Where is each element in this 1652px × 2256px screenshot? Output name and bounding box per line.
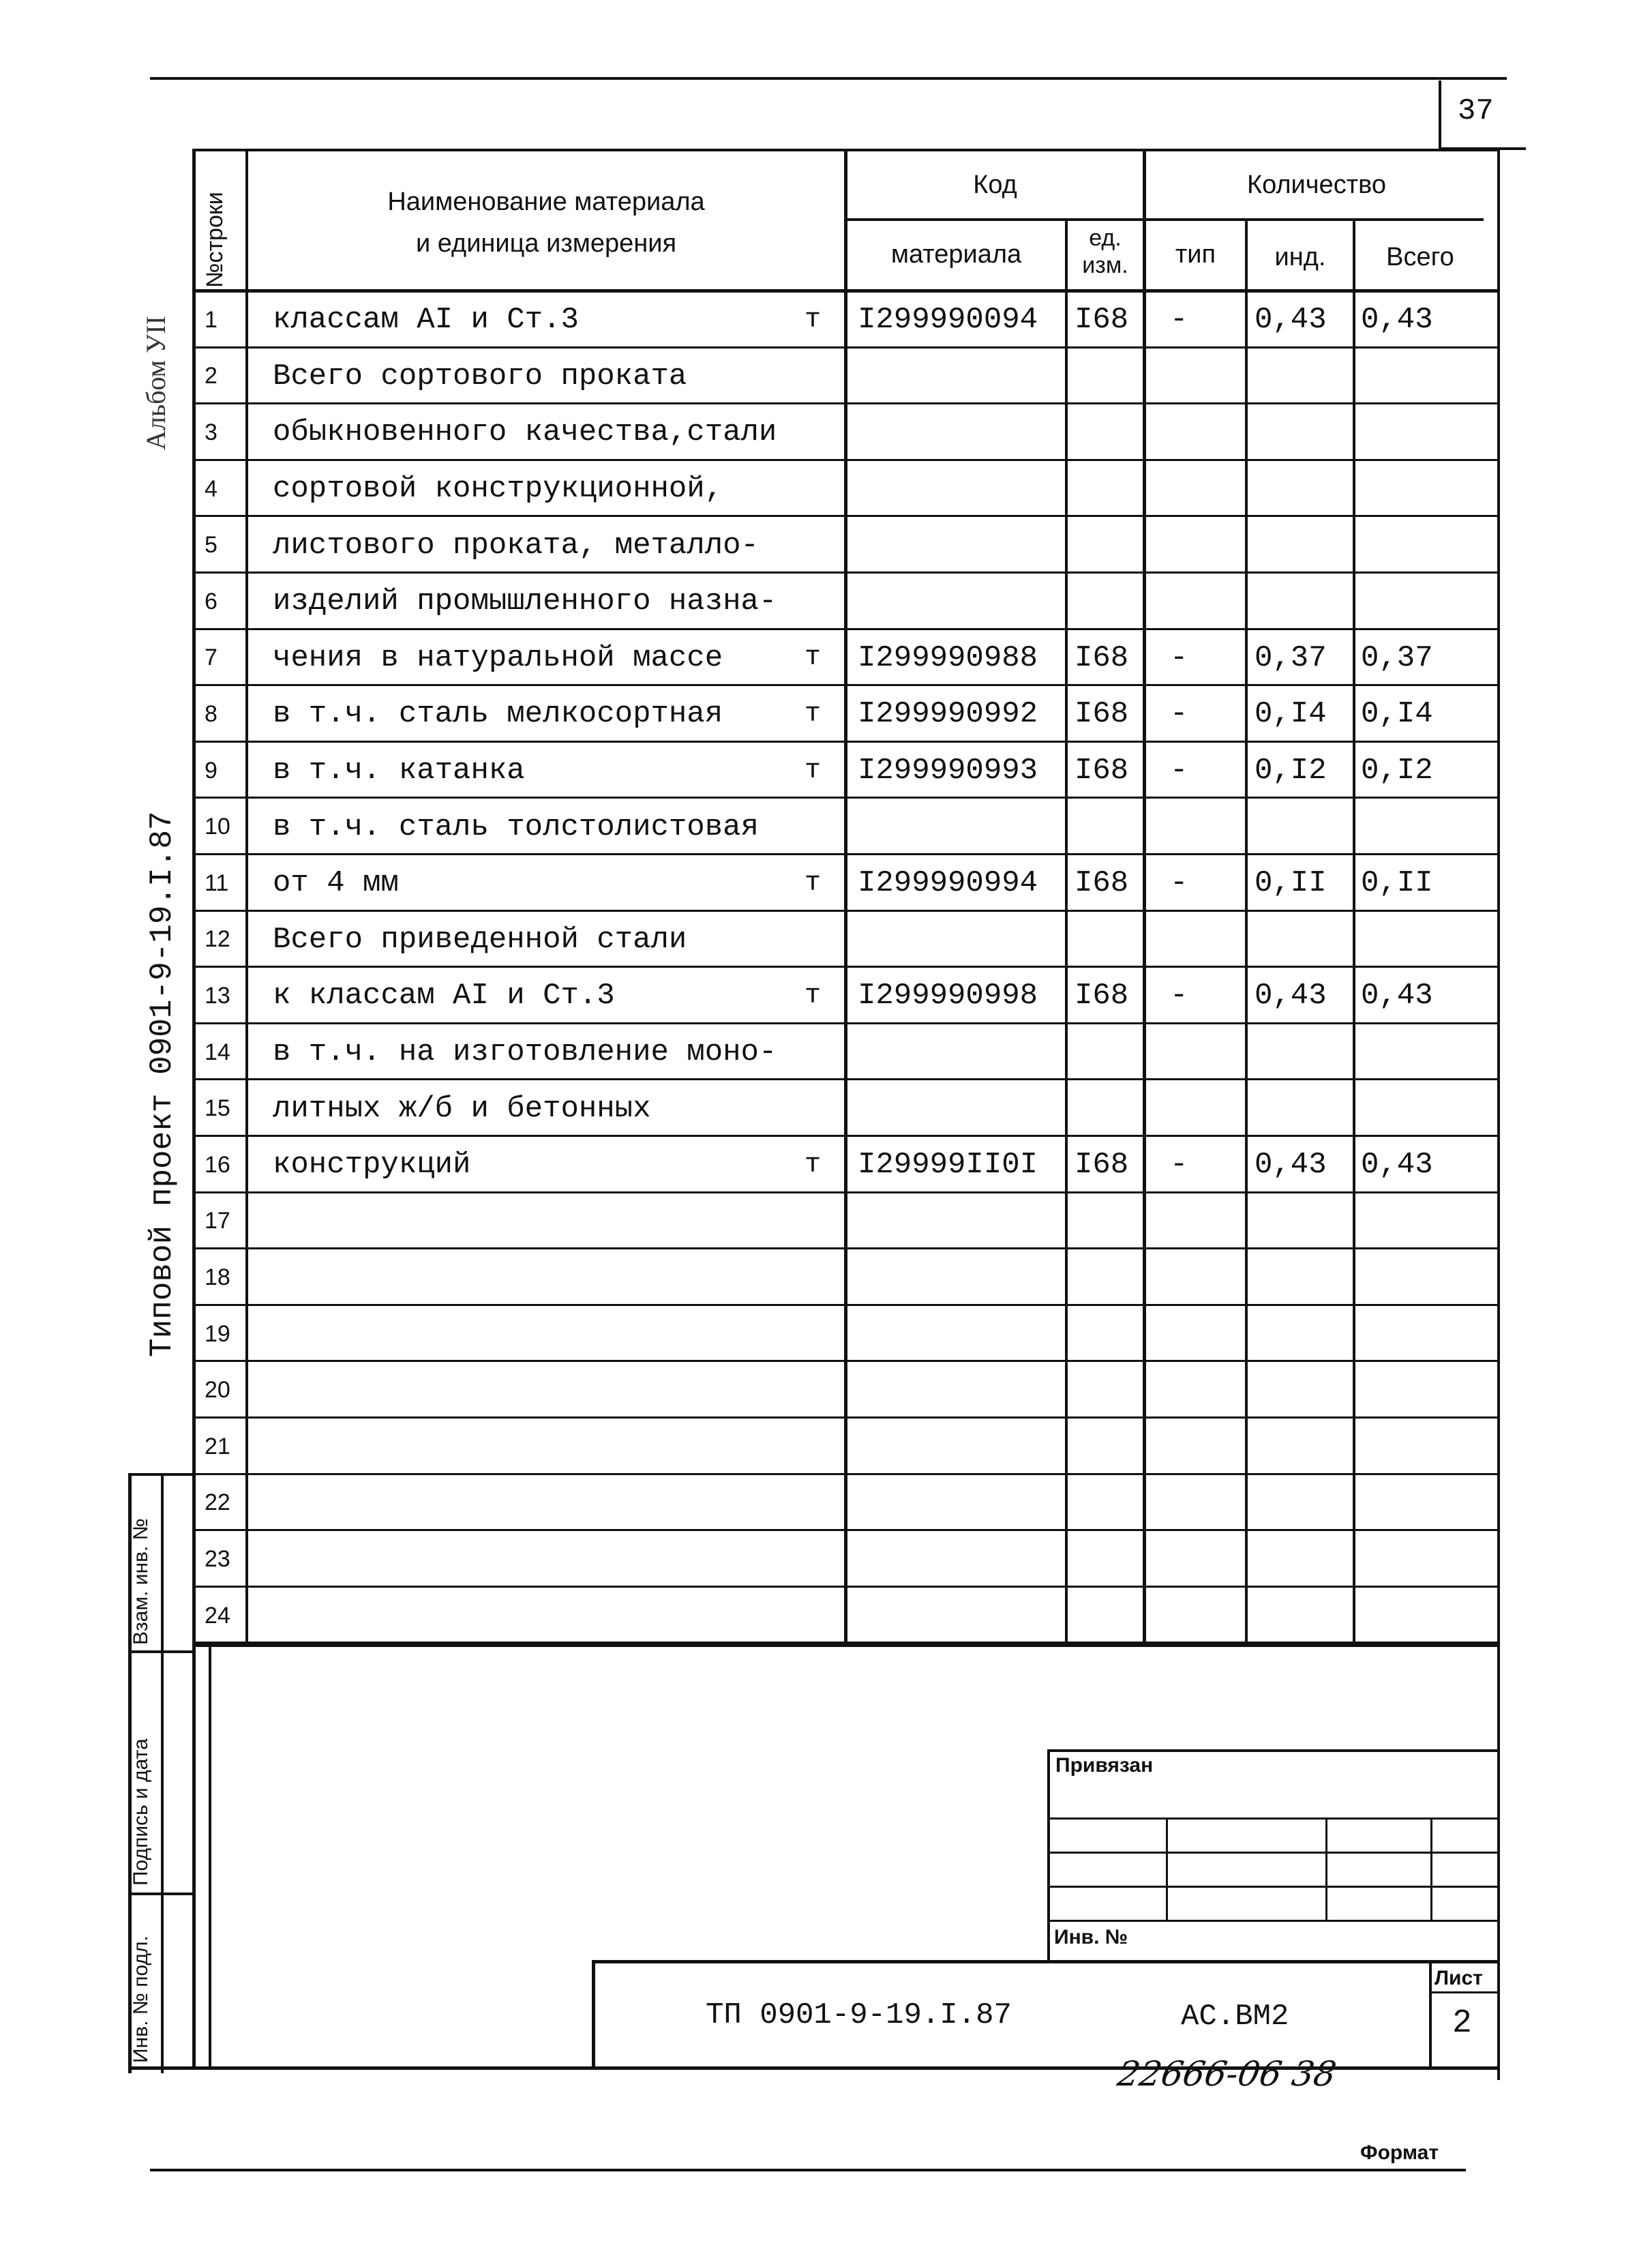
row-code: [858, 1249, 1062, 1306]
row-type: [1170, 1249, 1238, 1306]
top-border-line: [150, 77, 1507, 80]
privyazan-top: [1047, 1749, 1499, 1752]
row-unit: [805, 1193, 839, 1250]
row-name: к классам AI и Ст.3: [273, 979, 615, 1013]
header-code: Код: [973, 170, 1017, 199]
row-total: 0,43: [1361, 303, 1433, 338]
row-name: изделий промышленного назна-: [273, 584, 777, 619]
row-type: [1170, 404, 1238, 461]
row-total: 0,43: [1361, 1148, 1433, 1183]
header-qty-ind: инд.: [1274, 243, 1326, 271]
row-number: 2: [205, 363, 217, 389]
row-type: [1170, 1306, 1238, 1363]
row-total: 0,II: [1361, 866, 1433, 901]
row-code: [858, 1419, 1062, 1475]
row-ind: 0,43: [1255, 303, 1327, 338]
row-measure: [1075, 1080, 1143, 1137]
row-measure: [1075, 574, 1143, 630]
row-code: [858, 1362, 1062, 1419]
row-type: [1170, 1475, 1238, 1532]
row-type: [1170, 517, 1238, 574]
row-total: [1361, 404, 1490, 461]
row-unit: т: [805, 980, 822, 1011]
col-line-name: [245, 149, 248, 1646]
col-line-code: [844, 149, 847, 1646]
row-number: 19: [205, 1320, 230, 1347]
title-sheet-div: [1429, 1991, 1499, 1993]
row-number: 6: [205, 588, 217, 614]
row-number: 22: [205, 1489, 230, 1516]
row-ind: 0,I4: [1255, 697, 1327, 732]
row-measure: [1075, 404, 1143, 461]
handwritten-number: 22666-06 38: [1114, 2054, 1340, 2094]
row-number: 18: [205, 1264, 230, 1290]
header-name-line2: и единица измерения: [415, 229, 677, 258]
stamp-div-1: [128, 1650, 195, 1653]
row-number: 4: [205, 475, 217, 502]
header-code-unit-2: изм.: [1082, 252, 1128, 278]
row-ind: [1255, 1193, 1353, 1250]
corner-box-left: [1439, 80, 1441, 149]
row-total: [1361, 1362, 1490, 1419]
row-type: -: [1170, 754, 1188, 788]
header-top-line: [192, 149, 1499, 151]
row-number: 14: [205, 1039, 230, 1065]
row-code: I299990094: [858, 303, 1038, 338]
row-unit: т: [805, 1149, 822, 1181]
row-type: [1170, 1588, 1238, 1644]
privyazan-col-3: [1430, 1817, 1432, 1920]
row-measure: I68: [1075, 1148, 1129, 1183]
row-ind: [1255, 404, 1353, 461]
header-name-line1: Наименование материала: [387, 188, 705, 216]
row-code: [858, 1475, 1062, 1532]
row-name: в т.ч. сталь мелкосортная: [273, 697, 723, 732]
row-code: [858, 404, 1062, 461]
stamp-inv-podl: Инв. № подл.: [130, 1935, 152, 2063]
table-bottom-line: [192, 1644, 1499, 1647]
right-border-line: [1497, 150, 1500, 2080]
row-name: конструкций: [273, 1148, 471, 1183]
row-name: [273, 1531, 791, 1588]
row-measure: [1075, 1024, 1143, 1081]
row-measure: I68: [1075, 754, 1129, 788]
title-sheet-left: [1429, 1960, 1432, 2069]
row-total: [1361, 517, 1490, 574]
row-total: [1361, 1588, 1490, 1644]
row-name: Всего приведенной стали: [273, 922, 687, 957]
row-unit: [805, 517, 839, 574]
row-number: 5: [205, 532, 217, 559]
row-unit: [805, 799, 839, 855]
row-measure: [1075, 348, 1143, 405]
row-number: 12: [205, 926, 230, 953]
row-unit: [805, 1024, 839, 1081]
row-total: [1361, 912, 1490, 968]
row-type: [1170, 1193, 1238, 1250]
row-total: [1361, 1306, 1490, 1363]
row-code: [858, 348, 1062, 405]
row-type: [1170, 574, 1238, 630]
row-code: I29999II0I: [858, 1148, 1038, 1183]
row-ind: [1255, 1588, 1353, 1644]
row-name: сортовой конструкционной,: [273, 472, 723, 507]
row-type: -: [1170, 697, 1188, 732]
row-type: -: [1170, 866, 1188, 901]
row-ind: [1255, 461, 1353, 518]
row-total: [1361, 799, 1490, 855]
stamp-podpis-data: Подпись и дата: [130, 1738, 152, 1886]
row-measure: [1075, 1588, 1143, 1644]
row-total: [1361, 574, 1490, 630]
title-block-top: [592, 1960, 1499, 1963]
row-total: 0,I4: [1361, 697, 1433, 732]
row-ind: [1255, 1249, 1353, 1306]
row-code: [858, 912, 1062, 968]
header-qty-type: тип: [1175, 240, 1216, 269]
sheet-corner-number: 37: [1458, 94, 1494, 128]
row-unit: т: [805, 642, 822, 674]
privyazan-inv-label: Инв. №: [1054, 1926, 1128, 1948]
row-ind: [1255, 348, 1353, 405]
row-ind: 0,43: [1255, 1148, 1327, 1183]
row-ind: 0,II: [1255, 866, 1327, 901]
row-code: [858, 1080, 1062, 1137]
privyazan-col-1: [1166, 1817, 1168, 1920]
row-ind: [1255, 517, 1353, 574]
row-total: [1361, 348, 1490, 405]
bottom-long-line: [150, 2169, 1466, 2171]
row-total: [1361, 1024, 1490, 1081]
row-total: [1361, 1531, 1490, 1588]
row-code: [858, 1024, 1062, 1081]
row-ind: [1255, 1419, 1353, 1475]
row-number: 3: [205, 419, 217, 445]
row-name: [273, 1306, 791, 1363]
row-type: [1170, 1531, 1238, 1588]
row-unit: [805, 574, 839, 630]
row-ind: [1255, 1080, 1353, 1137]
row-measure: [1075, 1249, 1143, 1306]
row-name: [273, 1193, 791, 1250]
row-ind: [1255, 912, 1353, 968]
row-type: [1170, 1024, 1238, 1081]
row-type: [1170, 799, 1238, 855]
row-total: [1361, 1475, 1490, 1532]
row-measure: [1075, 1362, 1143, 1419]
margin-title: Типовой проект 0901-9-19.I.87: [145, 811, 180, 1357]
title-designation: ТП 0901-9-19.I.87: [706, 1998, 1012, 2032]
header-qty-total: Всего: [1386, 243, 1454, 271]
row-type: [1170, 461, 1238, 518]
stamp-div-2: [128, 1893, 195, 1895]
row-unit: [805, 404, 839, 461]
title-block-left: [592, 1960, 595, 2069]
row-unit: [805, 912, 839, 968]
row-unit: т: [805, 867, 822, 899]
row-name: классам AI и Ст.3: [273, 303, 579, 338]
row-ind: [1255, 574, 1353, 630]
row-measure: [1075, 1306, 1143, 1363]
row-total: 0,I2: [1361, 754, 1433, 788]
row-type: [1170, 348, 1238, 405]
margin-album: Альбом УII: [140, 316, 171, 450]
row-unit: т: [805, 755, 822, 786]
row-ind: [1255, 1475, 1353, 1532]
row-ind: 0,37: [1255, 640, 1327, 675]
row-measure: [1075, 1475, 1143, 1532]
row-name: в т.ч. на изготовление моно-: [273, 1035, 777, 1070]
title-sheet-number: 2: [1452, 2005, 1472, 2042]
format-label: Формат: [1360, 2141, 1439, 2164]
header-row-number: №строки: [202, 192, 228, 288]
stamp-top-line: [128, 1473, 195, 1476]
privyazan-left: [1047, 1749, 1050, 1962]
row-total: [1361, 1193, 1490, 1250]
header-quantity: Количество: [1246, 170, 1387, 199]
row-unit: [805, 1080, 839, 1137]
row-total: 0,37: [1361, 640, 1433, 675]
row-measure: I68: [1075, 979, 1129, 1013]
row-type: -: [1170, 640, 1188, 675]
row-measure: [1075, 799, 1143, 855]
row-code: [858, 1588, 1062, 1644]
row-total: [1361, 1419, 1490, 1475]
row-code: [858, 799, 1062, 855]
row-total: [1361, 461, 1490, 518]
row-ind: 0,43: [1255, 979, 1327, 1013]
row-unit: [805, 461, 839, 518]
row-ind: [1255, 799, 1353, 855]
row-code: I299990998: [858, 979, 1038, 1013]
title-doc-code: АС.ВМ2: [1181, 2000, 1289, 2034]
table-left-line: [192, 149, 196, 2068]
row-name: [273, 1362, 791, 1419]
row-measure: I68: [1075, 697, 1129, 732]
row-type: [1170, 1419, 1238, 1475]
row-number: 1: [205, 306, 217, 333]
row-ind: 0,I2: [1255, 754, 1327, 788]
col-line-total: [1353, 220, 1355, 1646]
privyazan-col-2: [1325, 1817, 1327, 1920]
row-number: 16: [205, 1151, 230, 1178]
row-unit: [805, 1249, 839, 1306]
col-line-ind: [1245, 220, 1248, 1646]
row-measure: I68: [1075, 866, 1129, 901]
row-measure: [1075, 1531, 1143, 1588]
row-name: Всего сортового проката: [273, 359, 687, 394]
row-number: 24: [205, 1602, 230, 1629]
row-total: [1361, 1080, 1490, 1137]
row-code: [858, 517, 1062, 574]
row-code: [858, 461, 1062, 518]
row-unit: [805, 1306, 839, 1363]
row-name: литных ж/б и бетонных: [273, 1091, 651, 1126]
header-mid-line: [844, 218, 1484, 221]
row-name: чения в натуральной массе: [273, 640, 723, 675]
row-name: обыкновенного качества,стали: [273, 415, 777, 450]
row-number: 17: [205, 1208, 230, 1234]
row-ind: [1255, 1024, 1353, 1081]
row-measure: [1075, 1419, 1143, 1475]
row-code: I299990993: [858, 754, 1038, 788]
row-code: I299990994: [858, 866, 1038, 901]
row-name: [273, 1475, 791, 1532]
row-unit: [805, 1531, 839, 1588]
row-measure: I68: [1075, 640, 1129, 675]
row-code: [858, 1306, 1062, 1363]
row-number: 11: [205, 870, 229, 896]
row-measure: [1075, 912, 1143, 968]
row-name: от 4 мм: [273, 866, 399, 901]
row-name: в т.ч. катанка: [273, 754, 525, 788]
row-code: I299990992: [858, 697, 1038, 732]
row-unit: [805, 1475, 839, 1532]
row-measure: [1075, 517, 1143, 574]
row-number: 23: [205, 1545, 230, 1572]
row-number: 10: [205, 814, 230, 840]
row-code: I299990988: [858, 640, 1038, 675]
header-code-unit-1: ед.: [1089, 225, 1122, 251]
row-code: [858, 574, 1062, 630]
row-number: 20: [205, 1377, 230, 1404]
row-name: в т.ч. сталь толстолистовая: [273, 810, 759, 844]
row-name: [273, 1249, 791, 1306]
row-type: [1170, 1362, 1238, 1419]
row-type: -: [1170, 1148, 1188, 1183]
row-total: [1361, 1249, 1490, 1306]
row-unit: [805, 1588, 839, 1644]
row-type: [1170, 1080, 1238, 1137]
privyazan-row-4: [1047, 1920, 1499, 1922]
row-number: 15: [205, 1095, 230, 1122]
row-number: 8: [205, 700, 217, 727]
row-measure: [1075, 461, 1143, 518]
col-line-quantity: [1143, 149, 1146, 1646]
header-code-material: материала: [890, 240, 1022, 269]
row-total: 0,43: [1361, 979, 1433, 1013]
row-type: -: [1170, 979, 1188, 1013]
row-ind: [1255, 1362, 1353, 1419]
row-number: 9: [205, 757, 217, 784]
col-line-measure: [1065, 220, 1068, 1646]
privyazan-label: Привязан: [1055, 1754, 1154, 1777]
row-unit: [805, 1362, 839, 1419]
row-code: [858, 1531, 1062, 1588]
row-unit: [805, 1419, 839, 1475]
stamp-vzam-inv: Взам. инв. №: [130, 1518, 152, 1645]
stamp-inner-line: [161, 1473, 164, 2073]
frame-left-lower: [209, 1646, 211, 2068]
row-unit: [805, 348, 839, 405]
title-sheet-label: Лист: [1435, 1967, 1483, 1989]
row-name: [273, 1419, 791, 1475]
row-measure: I68: [1075, 303, 1129, 338]
row-name: [273, 1588, 791, 1644]
row-number: 21: [205, 1433, 230, 1459]
row-measure: [1075, 1193, 1143, 1250]
row-type: [1170, 912, 1238, 968]
row-number: 13: [205, 982, 230, 1009]
row-name: листового проката, металло-: [273, 528, 759, 563]
row-ind: [1255, 1531, 1353, 1588]
row-unit: т: [805, 304, 822, 336]
row-code: [858, 1193, 1062, 1250]
row-unit: т: [805, 698, 822, 730]
row-type: -: [1170, 303, 1188, 338]
row-ind: [1255, 1306, 1353, 1363]
row-number: 7: [205, 644, 217, 671]
